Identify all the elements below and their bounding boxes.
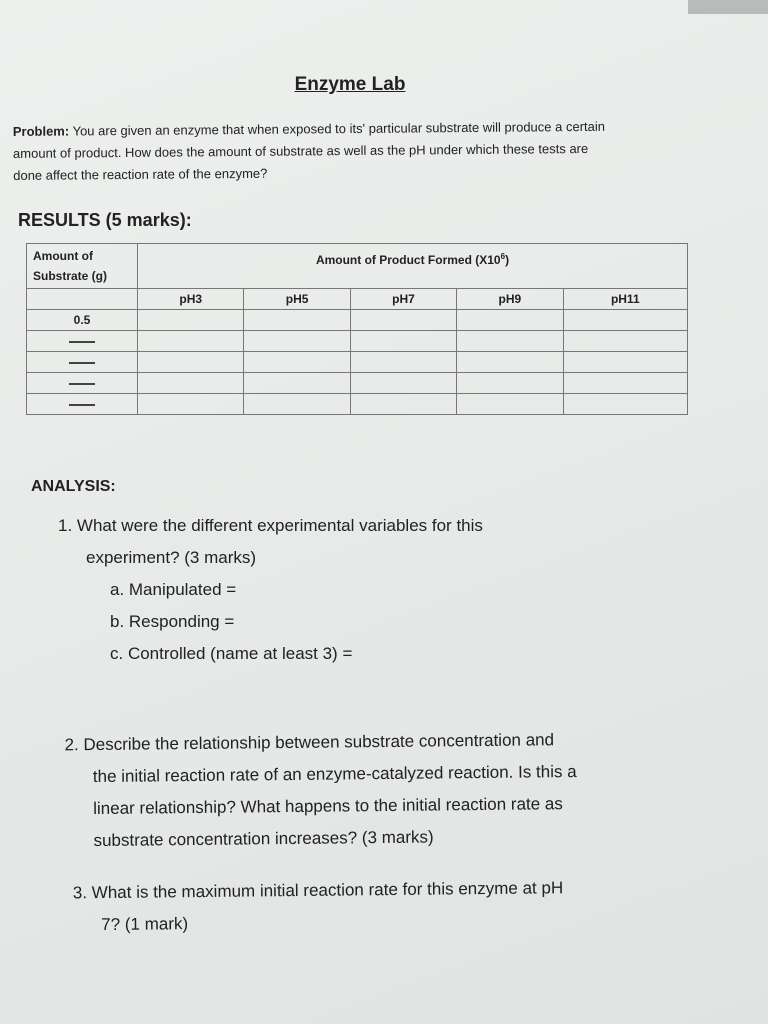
window-corner <box>688 0 768 14</box>
table-cell <box>457 331 563 352</box>
substrate-header-line-1: Amount of <box>33 249 93 263</box>
table-cell <box>244 310 350 331</box>
table-row <box>27 352 688 373</box>
question-2-line-2: the initial reaction rate of an enzyme-catalyzed reaction. Is this a <box>92 761 577 787</box>
question-1-responding: b. Responding = <box>110 612 235 631</box>
table-cell <box>563 331 687 352</box>
problem-line-3: done affect the reaction rate of the enzyme? <box>13 165 268 183</box>
table-cell <box>244 331 350 352</box>
substrate-value: 0.5 <box>27 310 138 331</box>
table-cell <box>350 352 456 373</box>
ph-header: pH3 <box>138 289 244 310</box>
table-row <box>27 331 688 352</box>
substrate-header-line-2: Substrate (g) <box>33 269 108 283</box>
table-cell <box>350 373 456 394</box>
substrate-blank <box>27 352 138 373</box>
table-cell <box>457 352 563 373</box>
question-1-line-2: experiment? (3 marks) <box>86 548 257 567</box>
question-3-line-1: 3. What is the maximum initial reaction rate for this enzyme at pH <box>72 878 564 903</box>
ph-header-row <box>27 289 688 310</box>
substrate-blank <box>27 373 138 394</box>
question-3-line-2: 7? (1 mark) <box>101 914 189 935</box>
table-cell <box>138 331 244 352</box>
table-header-row <box>27 244 688 289</box>
question-2-line-4: substrate concentration increases? (3 marks) <box>93 827 434 851</box>
question-1-controlled: c. Controlled (name at least 3) = <box>110 644 353 663</box>
product-column-header <box>138 244 688 289</box>
question-1 <box>58 510 658 670</box>
table-cell <box>138 373 244 394</box>
problem-statement <box>13 115 694 187</box>
table-cell <box>350 394 456 415</box>
table-cell <box>563 352 687 373</box>
table-row <box>27 310 688 331</box>
ph-header: pH11 <box>563 289 687 310</box>
product-header-close: ) <box>505 253 510 267</box>
problem-line-2: amount of product. How does the amount of substrate as well as the pH under which these tests are <box>12 140 589 161</box>
table-cell <box>244 394 350 415</box>
ph-header: pH5 <box>244 289 350 310</box>
question-1-line-1: 1. What were the different experimental variables for this <box>58 516 483 535</box>
ph-header: pH7 <box>350 289 456 310</box>
table-cell <box>457 373 563 394</box>
table-cell <box>138 394 244 415</box>
problem-label: Problem: <box>12 123 70 139</box>
substrate-column-header <box>27 244 138 289</box>
table-cell <box>138 310 244 331</box>
table-cell <box>138 352 244 373</box>
product-header-text: Amount of Product Formed (X10 <box>315 253 501 267</box>
table-cell <box>244 352 350 373</box>
product-header-exponent: 6 <box>500 252 506 261</box>
analysis-heading: ANALYSIS: <box>31 478 116 495</box>
table-cell <box>350 310 456 331</box>
question-2-line-1: 2. Describe the relationship between substrate concentration and <box>64 730 555 755</box>
table-cell <box>563 373 687 394</box>
table-cell <box>350 331 456 352</box>
blank-cell <box>27 289 138 310</box>
substrate-blank <box>27 331 138 352</box>
question-1-manipulated: a. Manipulated = <box>110 580 237 599</box>
table-row <box>27 373 688 394</box>
table-cell <box>563 310 687 331</box>
table-cell <box>457 310 563 331</box>
substrate-blank <box>27 394 138 415</box>
table-row <box>27 394 688 415</box>
question-3 <box>73 871 714 942</box>
question-2 <box>64 723 705 858</box>
results-table <box>26 243 688 415</box>
problem-line-1: You are given an enzyme that when exposed to its' particular substrate will produce a certain <box>72 118 606 139</box>
table-cell <box>244 373 350 394</box>
table-cell <box>563 394 687 415</box>
ph-header: pH9 <box>457 289 563 310</box>
page-title: Enzyme Lab <box>294 74 406 95</box>
results-heading: RESULTS (5 marks): <box>18 210 192 230</box>
question-2-line-3: linear relationship? What happens to the initial reaction rate as <box>93 794 563 819</box>
table-cell <box>457 394 563 415</box>
